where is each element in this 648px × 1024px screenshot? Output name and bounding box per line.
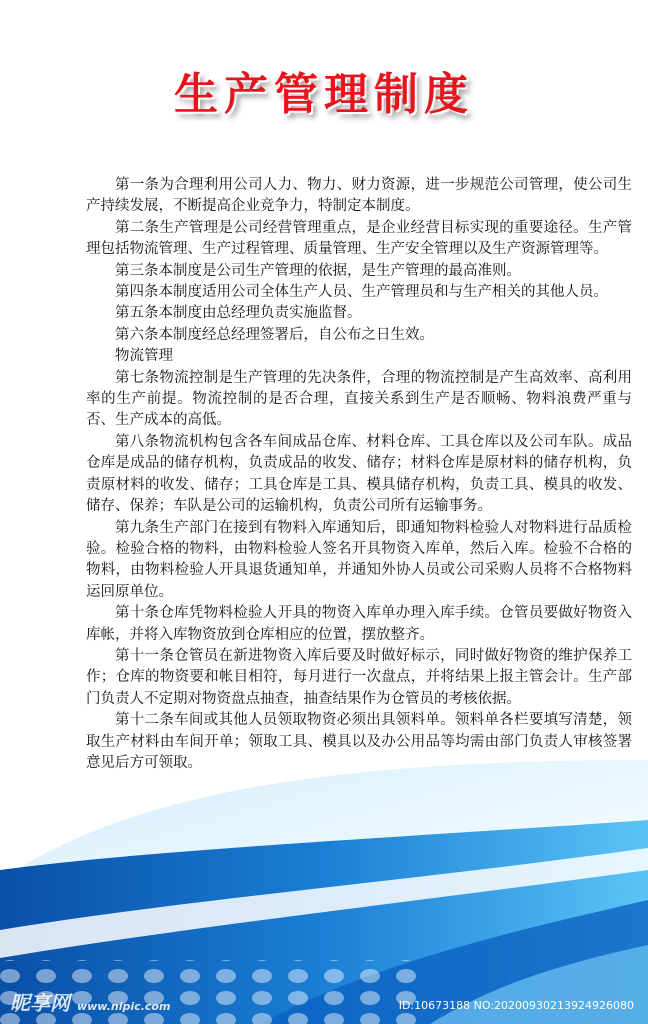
paragraph: 第六条本制度经总经理签署后，自公布之日生效。: [115, 326, 434, 343]
watermark-text: 昵享网: [10, 991, 70, 1015]
paragraph: 第十条仓库凭物料检验人开具的物资入库单办理入库手续。仓管员要做好物资入库帐，并将入库物资放到仓库相应的位置，摆放整齐。: [86, 605, 632, 643]
paragraph: 第八条物流机构包含各车间成品仓库、材料仓库、工具仓库以及公司车队。成品仓库是成品的储存机构，负责成品的收发、储存；材料仓库是原材料的储存机构，负责原材料的收发、储存；工具仓库是工具、模具储存机构，负责工具、模具的收发、储存、保养；车队是公司的运输机构，负责公司所有运输事务。: [86, 433, 632, 515]
watermark-logo: [10, 987, 170, 1016]
paragraph: 第十二条车间或其他人员领取物资必须出具领料单。领料单各栏要填写清楚，领取生产材料由车间开单；领取工具、模具以及办公用品等均需由部门负责人审核签署意见后方可领取。: [86, 712, 632, 771]
regulation-body: [86, 175, 632, 774]
section-heading: 物流管理: [115, 348, 173, 365]
paragraph: 第五条本制度由总经理负责实施监督。: [115, 305, 362, 322]
paragraph: 第四条本制度适用公司全体生产人员、生产管理员和与生产相关的其他人员。: [115, 284, 608, 301]
image-id-line: ID:10673188 NO:20200930213924926080: [398, 999, 634, 1012]
watermark-url: www.nipic.com: [76, 1000, 171, 1013]
paragraph: 第一条为合理利用公司人力、物力、财力资源，进一步规范公司管理，使公司生产持续发展，不断提高企业竞争力，特制定本制度。: [86, 177, 632, 215]
paragraph: 第七条物流控制是生产管理的先决条件，合理的物流控制是产生高效率、高利用率的生产前提。物流控制的是否合理，直接关系到生产是否顺畅、物料浪费严重与否、生产成本的高低。: [86, 369, 632, 429]
paragraph: 第十一条仓管员在新进物资入库后要及时做好标示，同时做好物资的维护保养工作；仓库的物资要和帐目相符，每月进行一次盘点，并将结果上报主管会计。生产部门负责人不定期对物资盘点抽查，抽查结果作为仓管员的考核依据。: [86, 647, 632, 707]
paragraph: 第二条生产管理是公司经营管理重点，是企业经营目标实现的重要途径。生产管理包括物流管理、生产过程管理、质量管理、生产安全管理以及生产资源管理等。: [86, 219, 632, 258]
page-title: 生产管理制度: [174, 69, 474, 120]
paragraph: 第九条生产部门在接到有物料入库通知后，即通知物料检验人对物料进行品质检验。检验合格的物料，由物料检验人签名开具物资入库单，然后入库。检验不合格的物料，由物料检验人开具退货通知单，并通知外协人员或公司采购人员将不合格物料运回原单位。: [86, 519, 632, 600]
paragraph: 第三条本制度是公司生产管理的依据，是生产管理的最高准则。: [115, 262, 521, 279]
